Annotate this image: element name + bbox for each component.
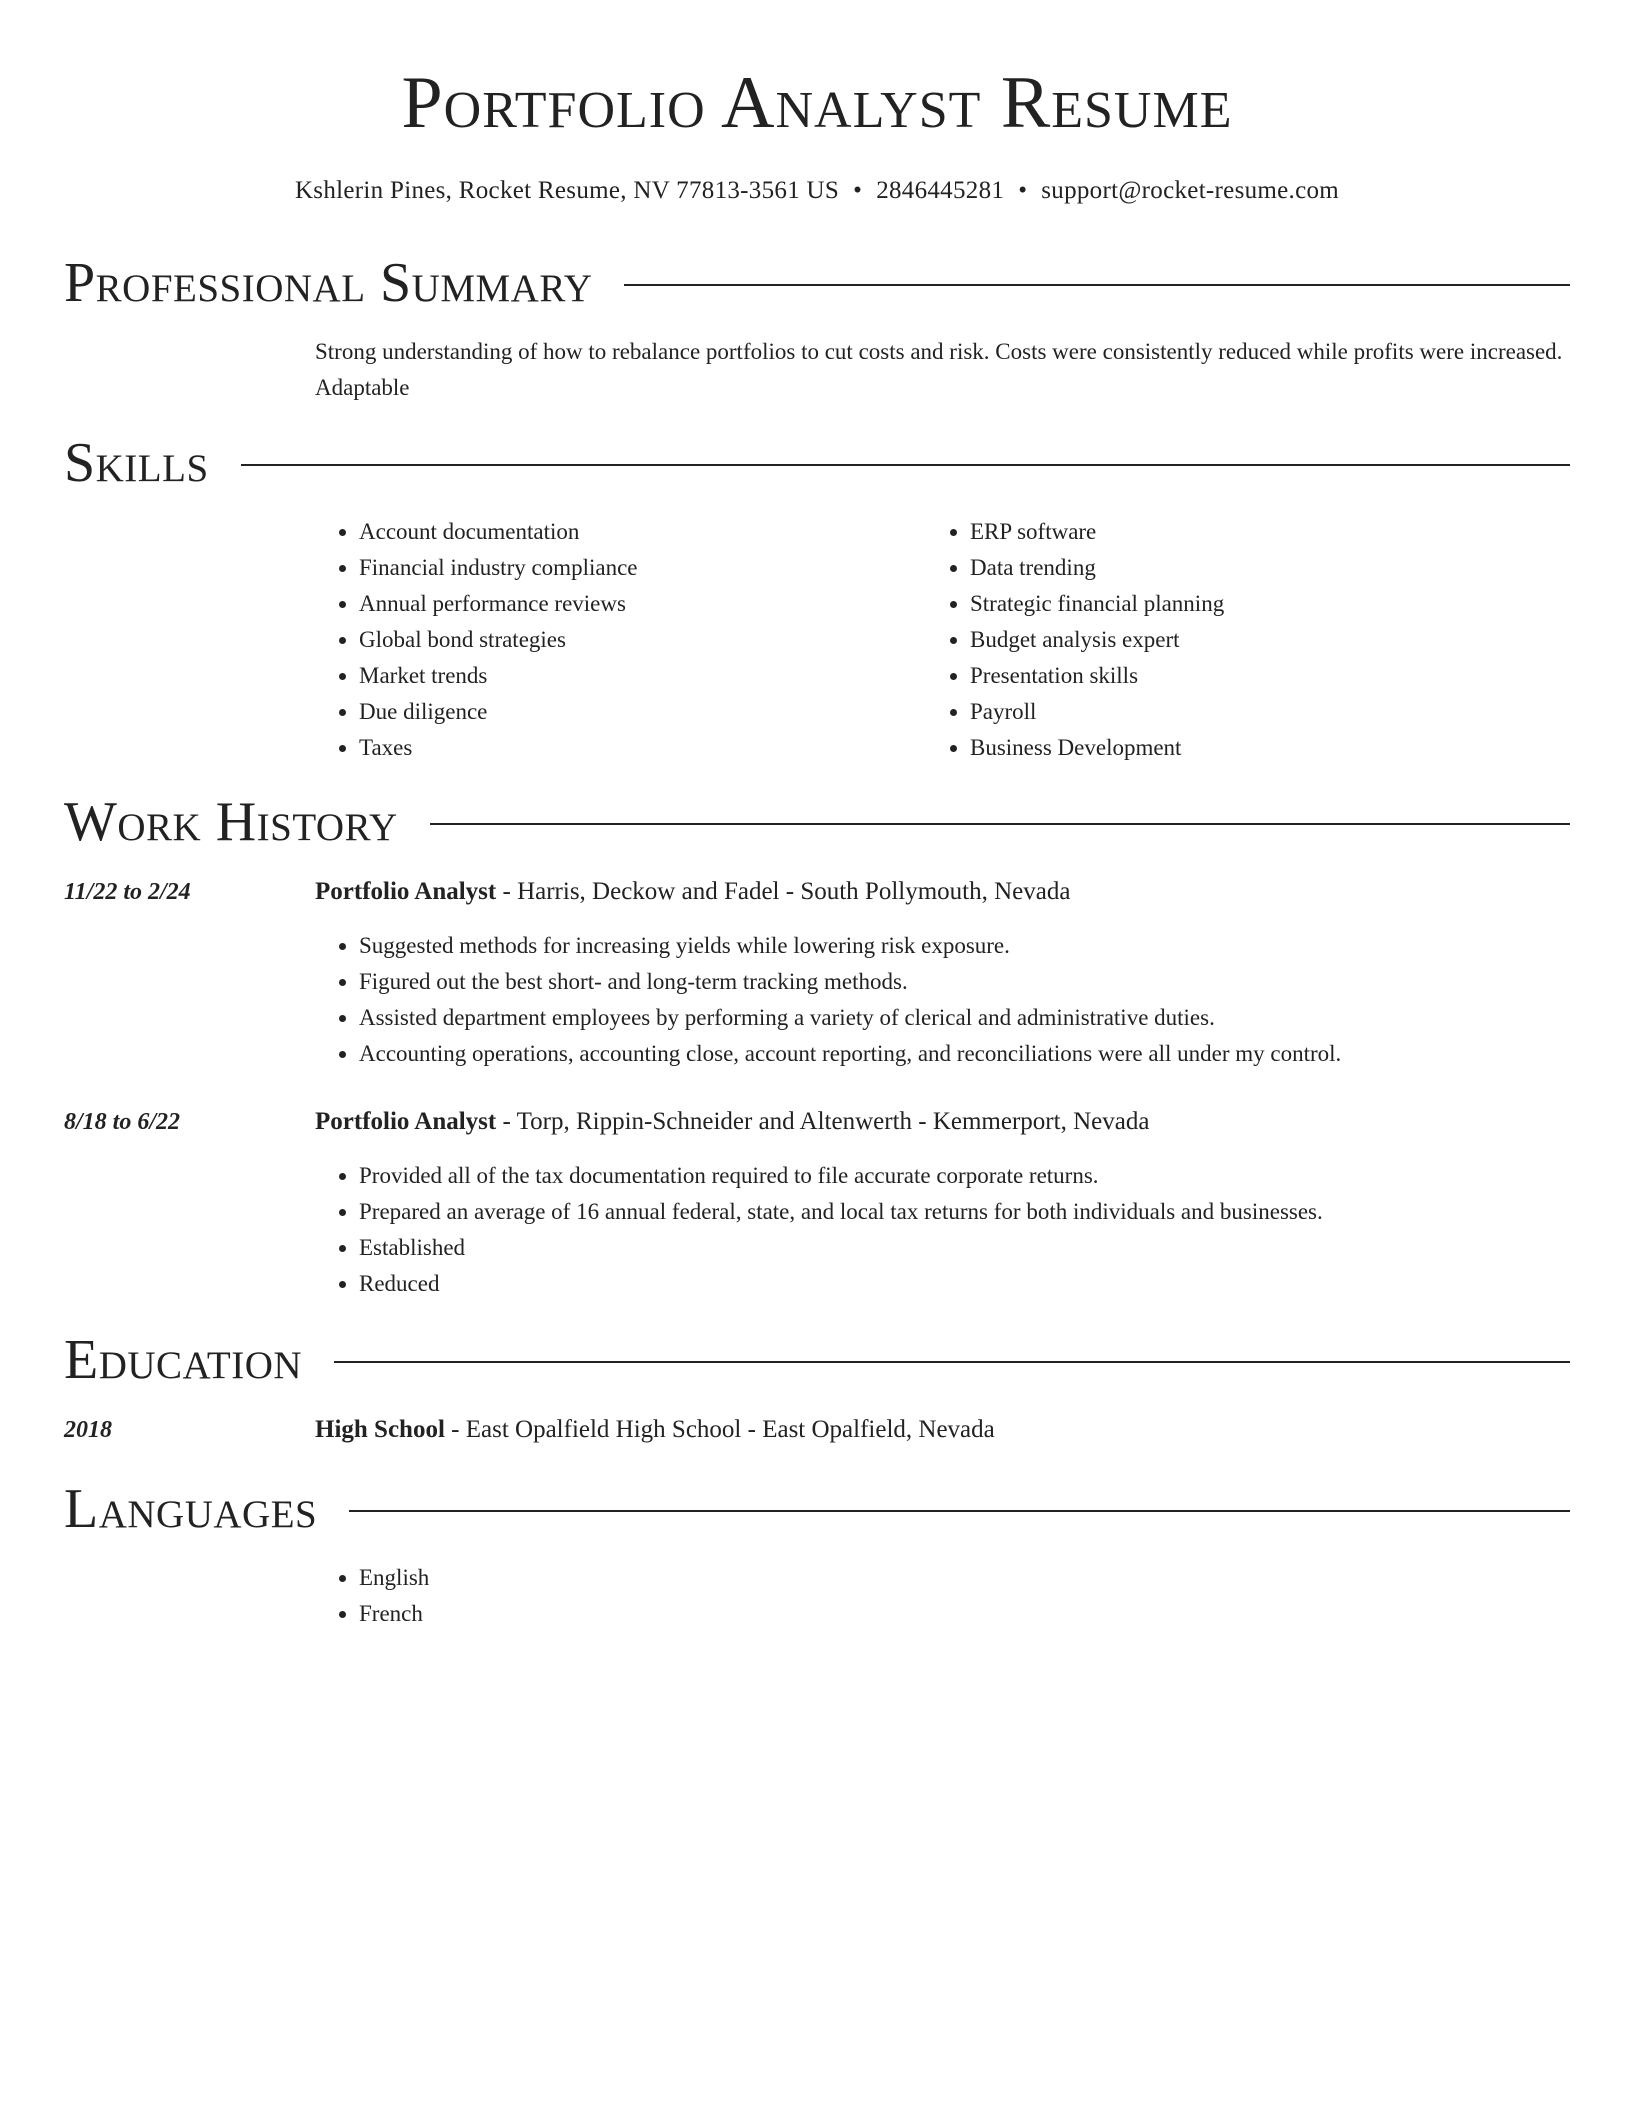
contact-phone: 2846445281 — [876, 177, 1005, 204]
summary-text: Strong understanding of how to rebalance portfolios to cut costs and risk. Costs were consistently reduced while profits were increased. Adaptable — [315, 339, 1563, 400]
skill-item: • Due diligence — [359, 694, 915, 730]
skill-item: • Presentation skills — [970, 658, 1526, 694]
contact-email: support@rocket-resume.com — [1041, 177, 1340, 204]
skill-item: • Market trends — [359, 658, 915, 694]
section-title-skills: Skills — [64, 432, 209, 494]
job-bullet: • Established — [359, 1230, 1575, 1266]
skill-item: • Annual performance reviews — [359, 586, 915, 622]
job-bullet: • Reduced — [359, 1266, 1575, 1302]
job-dates: 8/18 to 6/22 — [64, 1109, 181, 1135]
skills-column-right — [926, 514, 1526, 766]
job-bullet-list — [315, 928, 1575, 1072]
section-title-summary: Professional Summary — [64, 252, 593, 314]
skill-item: • Data trending — [970, 550, 1526, 586]
section-divider — [430, 823, 1570, 825]
page-title: Portfolio Analyst Resume — [401, 62, 1233, 144]
education-degree: High School — [315, 1416, 445, 1443]
job-title: Portfolio Analyst — [315, 1108, 497, 1135]
job-bullet-list — [315, 1158, 1575, 1302]
job-title: Portfolio Analyst — [315, 878, 497, 905]
skill-item: • Account documentation — [359, 514, 915, 550]
section-divider — [334, 1361, 1570, 1363]
job-bullet: • Provided all of the tax documentation required to file accurate corporate returns. — [359, 1158, 1575, 1194]
section-header-summary — [64, 250, 1570, 316]
section-header-skills — [64, 430, 1570, 496]
job-bullet: • Suggested methods for increasing yields while lowering risk exposure. — [359, 928, 1575, 964]
contact-address: Kshlerin Pines, Rocket Resume, NV 77813-3561 US — [294, 177, 840, 204]
job-employer: - Harris, Deckow and Fadel - South Pollymouth, Nevada — [496, 878, 1071, 905]
skill-item: • Global bond strategies — [359, 622, 915, 658]
job-bullet: • Figured out the best short- and long-term tracking methods. — [359, 964, 1575, 1000]
education-year: 2018 — [64, 1417, 112, 1443]
section-divider — [624, 284, 1570, 286]
contact-separator: • — [853, 177, 863, 204]
skill-item: • Business Development — [970, 730, 1526, 766]
section-title-languages: Languages — [64, 1478, 318, 1540]
section-title-work: Work History — [64, 791, 398, 853]
languages-list — [315, 1560, 1575, 1632]
skill-item: • ERP software — [970, 514, 1526, 550]
section-divider — [241, 464, 1570, 466]
education-heading — [315, 1412, 995, 1448]
job-bullet: • Prepared an average of 16 annual federal, state, and local tax returns for both individuals and businesses. — [359, 1194, 1575, 1230]
skill-item: • Financial industry compliance — [359, 550, 915, 586]
contact-line — [64, 174, 1570, 208]
language-item: • French — [359, 1596, 1575, 1632]
job-heading — [315, 874, 1070, 910]
education-school: - East Opalfield High School - East Opalfield, Nevada — [444, 1416, 995, 1443]
job-heading — [315, 1104, 1149, 1140]
section-header-work — [64, 789, 1570, 855]
job-dates: 11/22 to 2/24 — [64, 879, 191, 905]
skill-item: • Payroll — [970, 694, 1526, 730]
section-header-languages — [64, 1476, 1570, 1542]
contact-separator: • — [1018, 177, 1028, 204]
skill-item: • Taxes — [359, 730, 915, 766]
job-bullet: • Accounting operations, accounting close, account reporting, and reconciliations were all under my control. — [359, 1036, 1575, 1072]
section-header-education — [64, 1327, 1570, 1393]
language-item: • English — [359, 1560, 1575, 1596]
skill-item: • Strategic financial planning — [970, 586, 1526, 622]
section-title-education: Education — [64, 1329, 303, 1391]
section-divider — [349, 1510, 1570, 1512]
job-bullet: • Assisted department employees by performing a variety of clerical and administrative duties. — [359, 1000, 1575, 1036]
skill-item: • Budget analysis expert — [970, 622, 1526, 658]
job-employer: - Torp, Rippin-Schneider and Altenwerth - Kemmerport, Nevada — [496, 1108, 1150, 1135]
skills-column-left — [315, 514, 915, 766]
